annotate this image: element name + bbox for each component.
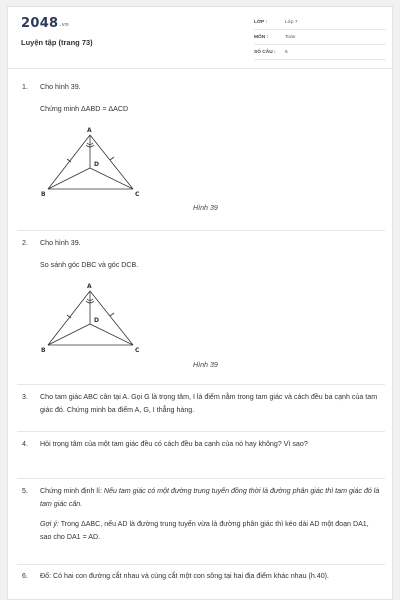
page-title: Luyện tập (trang 73) — [21, 38, 93, 47]
divider — [17, 384, 385, 385]
edge-cd — [90, 324, 133, 345]
tick-mark — [110, 313, 114, 316]
question-6 — [22, 570, 382, 583]
question-text — [40, 485, 382, 511]
hint-text: Trong ΔABC, nếu AD là đường trung tuyến vừa là đường phân giác thì kéo dài AD một đoạn DA1, sao cho DA1 = AD. — [40, 520, 369, 541]
question-text: Cho tam giác ABC cân tại A. Gọi G là trọng tâm, I là điểm nằm trong tam giác và cách đều ba cạnh của tam giác đó. Chứng minh ba điểm A, G, I thẳng hàng. — [40, 393, 378, 414]
question-1 — [22, 81, 382, 116]
triangle-figure-39 — [38, 123, 148, 203]
meta-row-count — [254, 45, 386, 60]
question-text: Cho hình 39. — [40, 83, 81, 91]
divider — [17, 564, 385, 565]
meta-value: Toán — [285, 34, 296, 40]
theorem-lead: Chứng minh định lí: — [40, 487, 104, 495]
meta-row-grade — [254, 15, 386, 30]
vertex-label-b: B — [41, 347, 46, 354]
question-2 — [22, 237, 382, 272]
divider — [17, 431, 385, 432]
question-text: Chứng minh ΔABD = ΔACD — [40, 105, 129, 113]
vertex-label-d: D — [94, 161, 99, 168]
page-header — [8, 7, 392, 69]
edge-ab — [48, 291, 90, 345]
divider — [17, 230, 385, 231]
question-hint — [40, 518, 382, 544]
vertex-label-a: A — [87, 127, 92, 134]
meta-label: LỚP : — [254, 19, 268, 25]
question-text: Cho hình 39. — [40, 239, 81, 247]
edge-bd — [48, 324, 90, 345]
site-logo[interactable] — [21, 16, 69, 31]
vertex-label-d: D — [94, 317, 99, 324]
edge-ab — [48, 135, 90, 189]
vertex-label-c: C — [135, 191, 140, 198]
question-text: So sánh góc DBC và góc DCB. — [40, 261, 139, 269]
edge-cd — [90, 168, 133, 189]
theorem-statement: Nếu tam giác có một đường trung tuyến đồng thời là đường phân giác thì tam giác đó là tam giác cân. — [40, 487, 380, 508]
vertex-label-c: C — [135, 347, 140, 354]
meta-value: 6 — [285, 49, 288, 55]
question-number: 1. — [22, 83, 28, 91]
logo-tld: .vn — [59, 22, 70, 28]
figure-caption: Hình 39 — [193, 361, 218, 369]
tick-mark — [110, 157, 114, 160]
question-number: 6. — [22, 572, 28, 580]
worksheet-page — [7, 6, 393, 600]
question-text: Đố: Có hai con đường cắt nhau và cùng cắt một con sông tại hai địa điểm khác nhau (h.40). — [40, 572, 329, 580]
edge-bd — [48, 168, 90, 189]
question-text: Hỏi trọng tâm của một tam giác đều có cách đều ba cạnh của nó hay không? Vì sao? — [40, 440, 308, 448]
question-5 — [22, 485, 382, 544]
hint-label: Gợi ý: — [40, 520, 59, 528]
question-number: 5. — [22, 487, 28, 495]
question-number: 3. — [22, 393, 28, 401]
vertex-label-b: B — [41, 191, 46, 198]
meta-label: SỐ CÂU : — [254, 49, 276, 55]
meta-value: Lớp 7 — [285, 19, 298, 25]
question-3 — [22, 391, 382, 417]
meta-label: MÔN : — [254, 34, 269, 40]
divider — [17, 478, 385, 479]
question-number: 2. — [22, 239, 28, 247]
question-4 — [22, 438, 382, 451]
meta-info — [254, 15, 386, 60]
figure-caption: Hình 39 — [193, 204, 218, 212]
question-number: 4. — [22, 440, 28, 448]
vertex-label-a: A — [87, 283, 92, 290]
logo-main: 2048 — [21, 16, 59, 31]
meta-row-subject — [254, 30, 386, 45]
triangle-figure-39 — [36, 279, 146, 359]
